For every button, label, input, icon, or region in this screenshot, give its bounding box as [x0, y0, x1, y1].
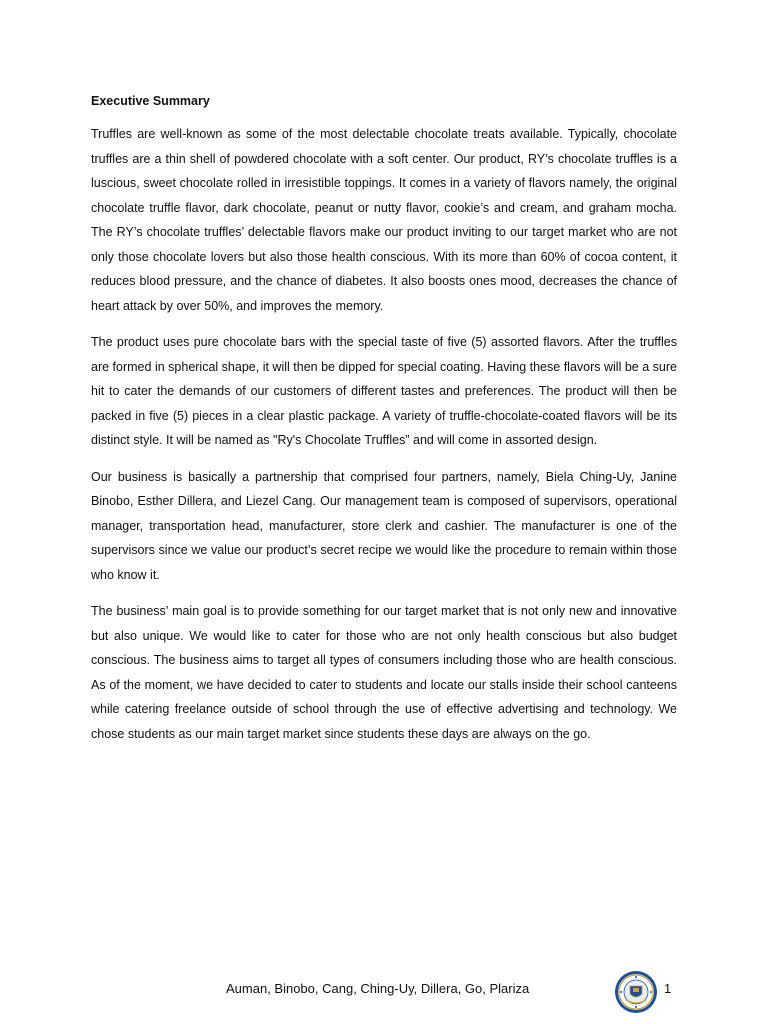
- paragraph-partnership: Our business is basically a partnership that comprised four partners, namely, Biela Ching-Uy, Janine Binobo, Esther Dillera, and Liezel Cang. Our management team is composed of supervisors, operational manager, transportation head, manufacturer, store clerk and cashier. The manufacturer is one of the supervisors since we value our product’s secret recipe we would like the procedure to remain within those who know it.: [91, 469, 677, 582]
- paragraph-product-overview: Truffles are well-known as some of the most delectable chocolate treats available. Typically, chocolate truffles are a thin shell of powdered chocolate with a soft center. Our product, RY’s chocolate truffles is a luscious, sweet chocolate rolled in irresistible toppings. It comes in a variety of flavors namely, the original chocolate truffle flavor, dark chocolate, peanut or nutty flavor, cookie’s and cream, and graham mocha. The RY’s chocolate truffles’ delectable flavors make our product inviting to our target market who are not only those chocolate lovers but also those health conscious. With its more than 60% of cocoa content, it reduces blood pressure, and the chance of diabetes. It also boosts ones mood, decreases the chance of heart attack by over 50%, and improves the memory.: [91, 127, 677, 313]
- section-heading: Executive Summary: [91, 94, 210, 108]
- footer-authors: Auman, Binobo, Cang, Ching-Uy, Dillera, Go, Plariza: [226, 981, 530, 996]
- paragraph-business-goal: The business’ main goal is to provide something for our target market that is not only new and innovative but also unique. We would like to cater for those who are not only health conscious but also budget conscious. The business aims to target all types of consumers including those who are health conscious. As of the moment, we have decided to cater to students and locate our stalls inside their school canteens while catering freelance outside of school through the use of effective advertising and technology. We chose students as our main target market since students these days are always on the go.: [91, 604, 677, 741]
- school-seal-icon: [614, 970, 658, 1014]
- document-body: [91, 92, 677, 758]
- page-number: 1: [664, 981, 672, 996]
- paragraph-product-process: The product uses pure chocolate bars with the special taste of five (5) assorted flavors. After the truffles are formed in spherical shape, it will then be dipped for special coating. Having these flavors will be a sure hit to cater the demands of our customers of different tastes and preferences. The product will then be packed in five (5) pieces in a clear plastic package. A variety of truffle-chocolate-coated flavors will be its distinct style. It will be named as "Ry's Chocolate Truffles” and will come in assorted design.: [91, 335, 677, 447]
- page-footer: [0, 970, 768, 1010]
